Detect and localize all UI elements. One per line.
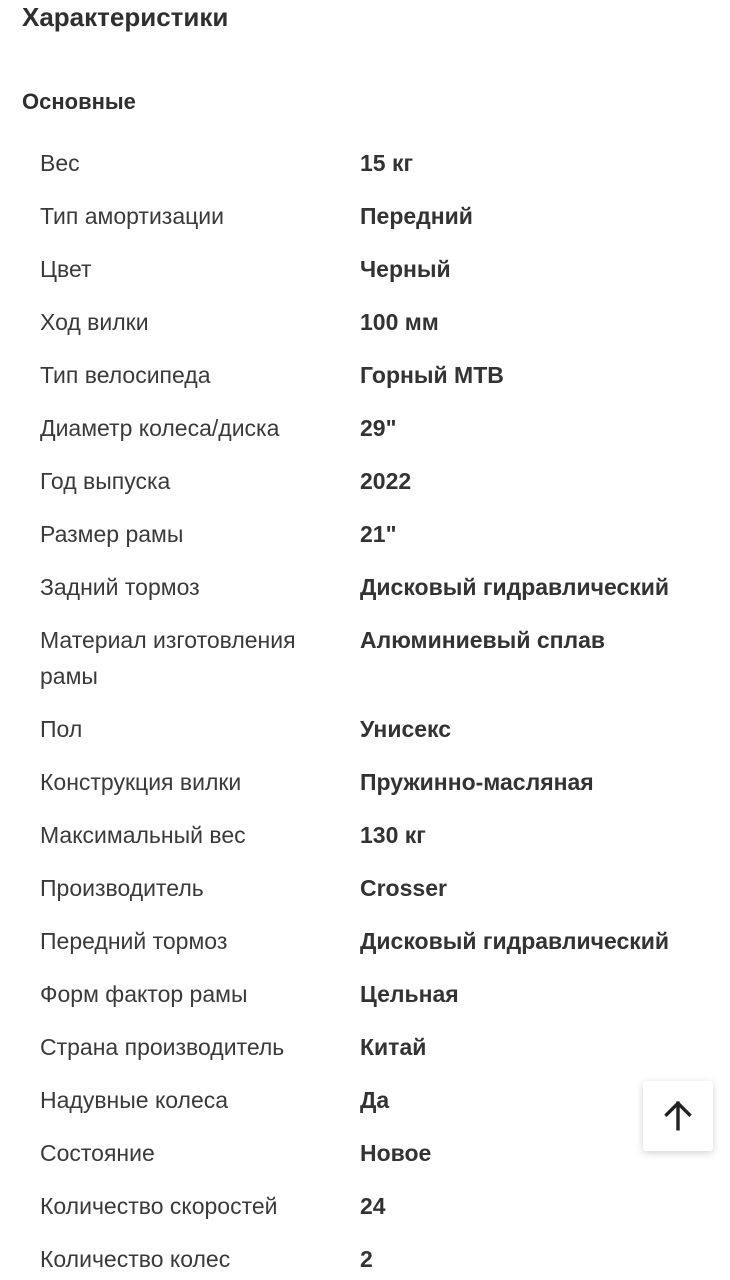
spec-row (0, 1237, 730, 1280)
spec-row (0, 1131, 730, 1184)
spec-row (0, 141, 730, 194)
spec-value: 100 мм (360, 309, 439, 335)
spec-value: Передний (360, 203, 473, 229)
spec-row (0, 247, 730, 300)
spec-name: Год выпуска (40, 468, 171, 494)
spec-name: Максимальный вес (40, 822, 246, 848)
spec-row (0, 618, 730, 707)
spec-value: Черный (360, 256, 451, 282)
spec-value: 2 (360, 1246, 373, 1272)
scroll-to-top-button[interactable] (643, 1081, 713, 1151)
page-title: Характеристики (22, 2, 229, 32)
spec-row (0, 1078, 730, 1131)
spec-name: Размер рамы (40, 521, 184, 547)
spec-name: Количество колес (40, 1246, 231, 1272)
spec-row (0, 760, 730, 813)
spec-row (0, 300, 730, 353)
spec-name: Ход вилки (40, 309, 149, 335)
spec-value: Китай (360, 1034, 427, 1060)
section-title: Основные (22, 89, 136, 114)
spec-list (0, 141, 730, 1280)
spec-name: Пол (40, 716, 83, 742)
spec-row (0, 866, 730, 919)
spec-row (0, 565, 730, 618)
spec-name: Тип амортизации (40, 203, 224, 229)
spec-value: 15 кг (360, 150, 414, 176)
spec-name: Передний тормоз (40, 928, 228, 954)
spec-value: Crosser (360, 875, 447, 901)
spec-name: Надувные колеса (40, 1087, 229, 1113)
spec-name: Количество скоростей (40, 1193, 278, 1219)
spec-name: Форм фактор рамы (40, 981, 248, 1007)
spec-row (0, 919, 730, 972)
spec-row (0, 707, 730, 760)
spec-row (0, 406, 730, 459)
spec-name: Цвет (40, 256, 92, 282)
spec-row (0, 1184, 730, 1237)
spec-name: Страна производитель (40, 1034, 285, 1060)
spec-name: Вес (40, 150, 80, 176)
spec-value: Цельная (360, 981, 459, 1007)
spec-row (0, 1025, 730, 1078)
spec-value: 21" (360, 521, 397, 547)
spec-value: 130 кг (360, 822, 426, 848)
spec-name: Конструкция вилки (40, 769, 242, 795)
arrow-up-icon (661, 1099, 695, 1133)
spec-value: Да (360, 1087, 390, 1113)
spec-name: Задний тормоз (40, 574, 200, 600)
spec-name: Тип велосипеда (40, 362, 211, 388)
spec-row (0, 972, 730, 1025)
spec-value: Дисковый гидравлический (360, 574, 670, 600)
spec-row (0, 813, 730, 866)
spec-value: Новое (360, 1140, 432, 1166)
spec-value: Унисекс (360, 716, 452, 742)
spec-value: Горный MTB (360, 362, 504, 388)
spec-name: Материал изготовления рамы (40, 627, 296, 689)
spec-value: Пружинно-масляная (360, 769, 594, 795)
spec-name: Состояние (40, 1140, 155, 1166)
spec-row (0, 459, 730, 512)
spec-value: 24 (360, 1193, 386, 1219)
spec-row (0, 194, 730, 247)
spec-value: Дисковый гидравлический (360, 928, 670, 954)
spec-value: 2022 (360, 468, 412, 494)
spec-value: Алюминиевый сплав (360, 627, 606, 653)
spec-name: Диаметр колеса/диска (40, 415, 280, 441)
spec-row (0, 512, 730, 565)
spec-row (0, 353, 730, 406)
spec-name: Производитель (40, 875, 204, 901)
spec-value: 29" (360, 415, 397, 441)
